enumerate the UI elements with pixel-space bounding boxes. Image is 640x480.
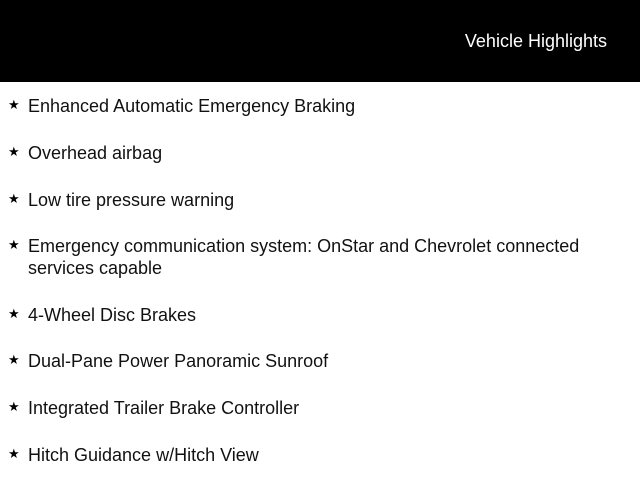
list-item: [8, 235, 608, 279]
highlight-label: Overhead airbag: [28, 143, 163, 163]
star-icon: ★: [8, 237, 20, 252]
highlight-label: Dual-Pane Power Panoramic Sunroof: [28, 351, 329, 371]
star-icon: ★: [8, 306, 20, 321]
list-item: [8, 350, 608, 372]
star-icon: ★: [8, 446, 20, 461]
list-item: [8, 397, 608, 419]
highlight-label: Hitch Guidance w/Hitch View: [28, 445, 259, 465]
star-icon: ★: [8, 144, 20, 159]
highlight-label: Enhanced Automatic Emergency Braking: [28, 96, 356, 116]
star-icon: ★: [8, 399, 20, 414]
star-icon: ★: [8, 97, 20, 112]
page-title: Vehicle Highlights: [464, 31, 607, 51]
star-icon: ★: [8, 352, 20, 367]
list-item: [8, 189, 608, 211]
header-bar: [0, 0, 640, 82]
highlight-label: Integrated Trailer Brake Controller: [28, 398, 300, 418]
list-item: [8, 142, 608, 164]
highlight-label: 4-Wheel Disc Brakes: [28, 305, 197, 325]
highlight-label: Low tire pressure warning: [28, 190, 235, 210]
list-item: [8, 304, 608, 326]
list-item: [8, 444, 608, 466]
star-icon: ★: [8, 191, 20, 206]
highlight-label: Emergency communication system: OnStar and Chevrolet connected services capable: [28, 236, 580, 278]
list-item: [8, 95, 608, 117]
